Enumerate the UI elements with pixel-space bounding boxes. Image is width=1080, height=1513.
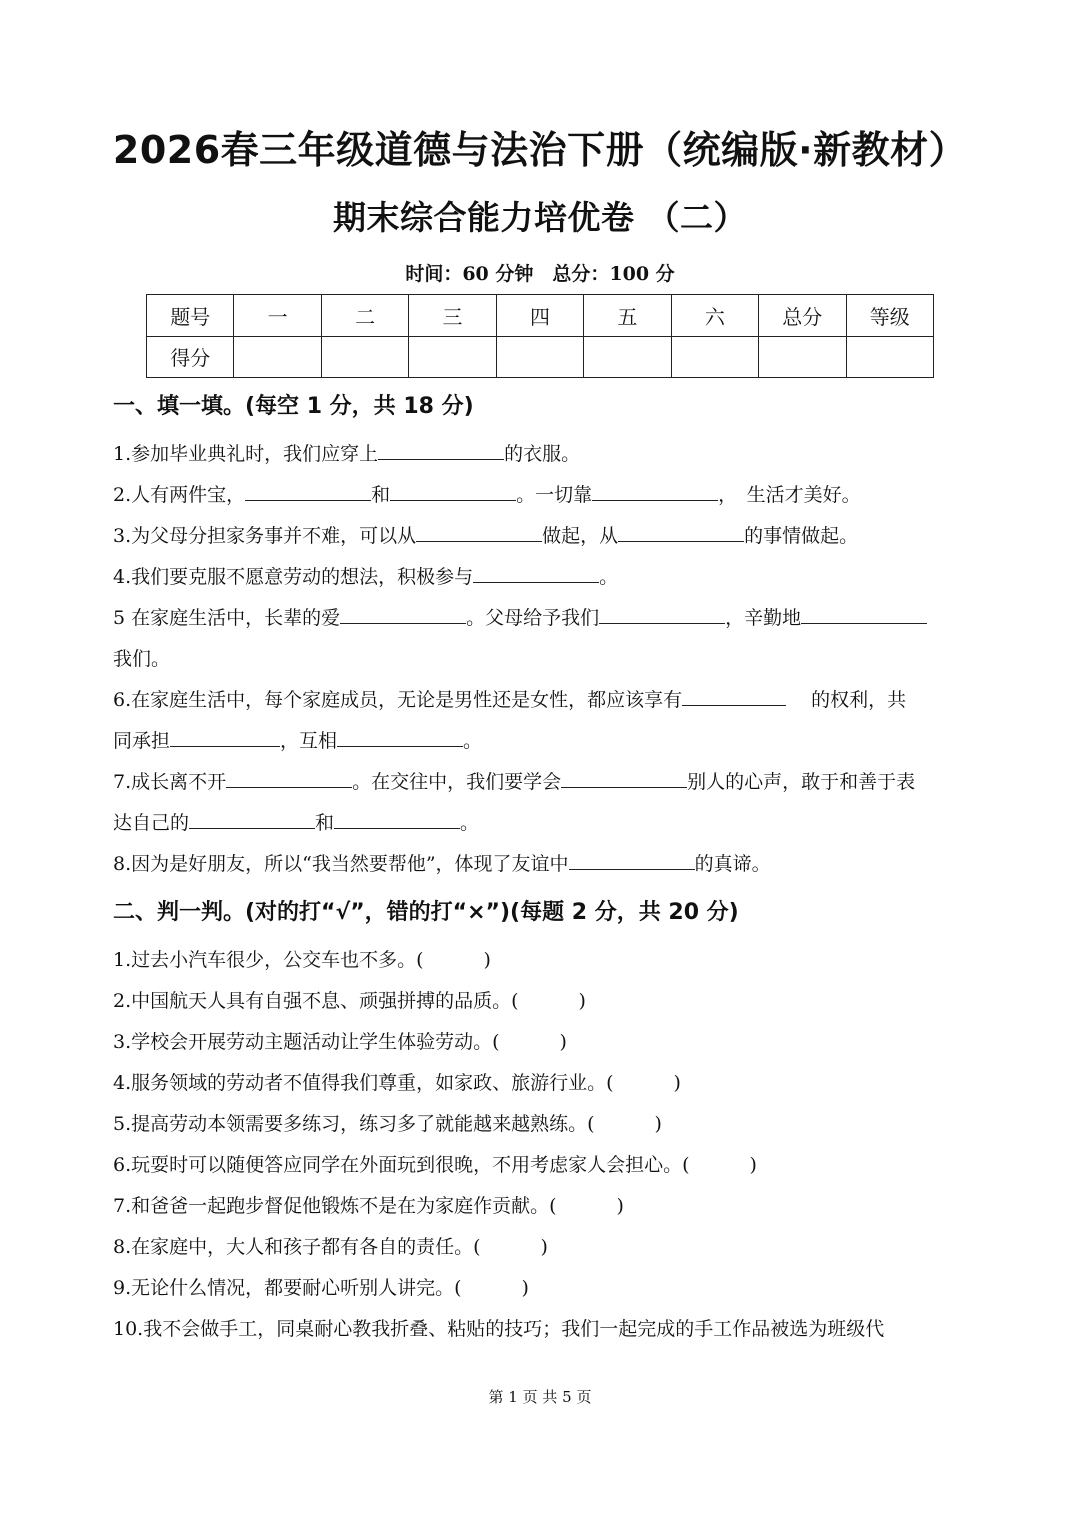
score-entry-cell[interactable] bbox=[671, 336, 758, 378]
question-text: ，辛勤地 bbox=[725, 607, 802, 629]
score-cell: 四 bbox=[496, 295, 583, 337]
section2-heading: 二、判一判。(对的打“√”，错的打“×”)(每题 2 分，共 20 分) bbox=[113, 900, 739, 925]
question-text: 。 bbox=[460, 812, 480, 834]
score-entry-cell[interactable] bbox=[584, 336, 671, 378]
close-paren: ) bbox=[483, 949, 491, 971]
score-cell: 总分 bbox=[759, 295, 846, 337]
judge-text: 8.在家庭中，大人和孩子都有各自的责任。( bbox=[113, 1236, 481, 1258]
score-table bbox=[146, 294, 934, 378]
question-5-continued bbox=[113, 639, 973, 680]
judge-item-9 bbox=[113, 1268, 973, 1309]
page-number: 第 1 页 共 5 页 bbox=[488, 1388, 592, 1406]
score-cell: 一 bbox=[234, 295, 321, 337]
answer-blank[interactable] bbox=[682, 683, 786, 706]
question-text: 。 bbox=[599, 566, 619, 588]
question-6 bbox=[113, 680, 973, 721]
close-paren: ) bbox=[654, 1113, 662, 1135]
judge-text: 9.无论什么情况，都要耐心听别人讲完。( bbox=[113, 1277, 462, 1299]
answer-blank[interactable] bbox=[390, 478, 516, 501]
judge-item-8 bbox=[113, 1227, 973, 1268]
question-6-continued bbox=[113, 721, 973, 762]
score-entry-cell[interactable] bbox=[234, 336, 321, 378]
question-text: ， 生活才美好。 bbox=[718, 484, 861, 506]
score-entry-cell[interactable] bbox=[846, 336, 934, 378]
answer-blank[interactable] bbox=[599, 601, 725, 624]
question-text: 的权利，共 bbox=[786, 689, 907, 711]
judge-text: 5.提高劳动本领需要多练习，练习多了就能越来越熟练。( bbox=[113, 1113, 595, 1135]
question-text: 的衣服。 bbox=[504, 443, 581, 465]
close-paren: ) bbox=[559, 1031, 567, 1053]
question-text: 2.人有两件宝， bbox=[113, 484, 246, 506]
answer-blank[interactable] bbox=[334, 806, 460, 829]
score-cell: 三 bbox=[409, 295, 496, 337]
answer-blank[interactable] bbox=[245, 478, 371, 501]
answer-blank[interactable] bbox=[416, 519, 542, 542]
question-text: 6.在家庭生活中，每个家庭成员，无论是男性还是女性，都应该享有 bbox=[113, 689, 683, 711]
exam-title: 2026春三年级道德与法治下册（统编版·新教材） bbox=[112, 128, 968, 172]
close-paren: ) bbox=[673, 1072, 681, 1094]
score-entry-cell[interactable] bbox=[409, 336, 496, 378]
question-7-continued bbox=[113, 803, 973, 844]
question-text: 和 bbox=[371, 484, 391, 506]
question-text: 1.参加毕业典礼时，我们应穿上 bbox=[113, 443, 379, 465]
question-text: 。 bbox=[463, 730, 483, 752]
question-text: 3.为父母分担家务事并不难，可以从 bbox=[113, 525, 417, 547]
question-text: 的真谛。 bbox=[694, 853, 771, 875]
question-text: 的事情做起。 bbox=[744, 525, 859, 547]
score-table-header-row bbox=[147, 295, 934, 337]
judge-text: 3.学校会开展劳动主题活动让学生体验劳动。( bbox=[113, 1031, 500, 1053]
question-text: 5 在家庭生活中，长辈的爱 bbox=[113, 607, 341, 629]
score-entry-cell[interactable] bbox=[321, 336, 408, 378]
question-text: 。在交往中，我们要学会 bbox=[352, 771, 562, 793]
exam-subtitle: 期末综合能力培优卷 （二） bbox=[333, 198, 747, 237]
score-cell: 题号 bbox=[147, 295, 234, 337]
judge-item-7 bbox=[113, 1186, 973, 1227]
answer-blank[interactable] bbox=[801, 601, 927, 624]
question-text: 别人的心声，敢于和善于表 bbox=[687, 771, 916, 793]
close-paren: ) bbox=[578, 990, 586, 1012]
question-8 bbox=[113, 844, 973, 885]
answer-blank[interactable] bbox=[618, 519, 744, 542]
close-paren: ) bbox=[521, 1277, 529, 1299]
close-paren: ) bbox=[749, 1154, 757, 1176]
judge-item-5 bbox=[113, 1104, 973, 1145]
question-text: 和 bbox=[315, 812, 335, 834]
answer-blank[interactable] bbox=[569, 847, 695, 870]
score-cell: 得分 bbox=[147, 336, 234, 378]
question-text: 做起，从 bbox=[542, 525, 619, 547]
judge-item-1 bbox=[113, 940, 973, 981]
judge-item-3 bbox=[113, 1022, 973, 1063]
question-4 bbox=[113, 557, 973, 598]
score-cell: 六 bbox=[671, 295, 758, 337]
judge-item-6 bbox=[113, 1145, 973, 1186]
question-text: 我们。 bbox=[113, 648, 171, 670]
judge-item-10 bbox=[113, 1309, 973, 1350]
question-text: 4.我们要克服不愿意劳动的想法，积极参与 bbox=[113, 566, 474, 588]
judge-item-4 bbox=[113, 1063, 973, 1104]
question-text: 8.因为是好朋友，所以“我当然要帮他”，体现了友谊中 bbox=[113, 853, 569, 875]
score-table-score-row bbox=[147, 336, 934, 378]
answer-blank[interactable] bbox=[337, 724, 463, 747]
judge-item-2 bbox=[113, 981, 973, 1022]
question-3 bbox=[113, 516, 973, 557]
judge-text: 7.和爸爸一起跑步督促他锻炼不是在为家庭作贡献。( bbox=[113, 1195, 557, 1217]
question-1 bbox=[113, 434, 973, 475]
question-2 bbox=[113, 475, 973, 516]
score-cell: 五 bbox=[584, 295, 671, 337]
time-and-total-score: 时间：60 分钟 总分：100 分 bbox=[405, 263, 675, 285]
answer-blank[interactable] bbox=[561, 765, 687, 788]
question-text: 达自己的 bbox=[113, 812, 190, 834]
question-text: 。一切靠 bbox=[516, 484, 593, 506]
judge-text: 10.我不会做手工，同桌耐心教我折叠、粘贴的技巧；我们一起完成的手工作品被选为班级代 bbox=[113, 1318, 885, 1340]
answer-blank[interactable] bbox=[378, 437, 504, 460]
section1-heading: 一、填一填。(每空 1 分，共 18 分) bbox=[113, 394, 474, 419]
question-text: ，互相 bbox=[280, 730, 338, 752]
judge-text: 6.玩耍时可以随便答应同学在外面玩到很晚，不用考虑家人会担心。( bbox=[113, 1154, 690, 1176]
answer-blank[interactable] bbox=[473, 560, 599, 583]
answer-blank[interactable] bbox=[226, 765, 352, 788]
question-5 bbox=[113, 598, 973, 639]
judge-text: 1.过去小汽车很少，公交车也不多。( bbox=[113, 949, 424, 971]
answer-blank[interactable] bbox=[592, 478, 718, 501]
answer-blank[interactable] bbox=[340, 601, 466, 624]
question-7 bbox=[113, 762, 973, 803]
close-paren: ) bbox=[616, 1195, 624, 1217]
score-cell: 二 bbox=[321, 295, 408, 337]
answer-blank[interactable] bbox=[189, 806, 315, 829]
answer-blank[interactable] bbox=[170, 724, 280, 747]
question-text: 7.成长离不开 bbox=[113, 771, 227, 793]
judge-text: 4.服务领域的劳动者不值得我们尊重，如家政、旅游行业。( bbox=[113, 1072, 614, 1094]
judge-text: 2.中国航天人具有自强不息、顽强拼搏的品质。( bbox=[113, 990, 519, 1012]
score-entry-cell[interactable] bbox=[496, 336, 583, 378]
question-text: 。父母给予我们 bbox=[466, 607, 600, 629]
score-entry-cell[interactable] bbox=[759, 336, 846, 378]
score-cell: 等级 bbox=[846, 295, 934, 337]
question-text: 同承担 bbox=[113, 730, 171, 752]
close-paren: ) bbox=[540, 1236, 548, 1258]
